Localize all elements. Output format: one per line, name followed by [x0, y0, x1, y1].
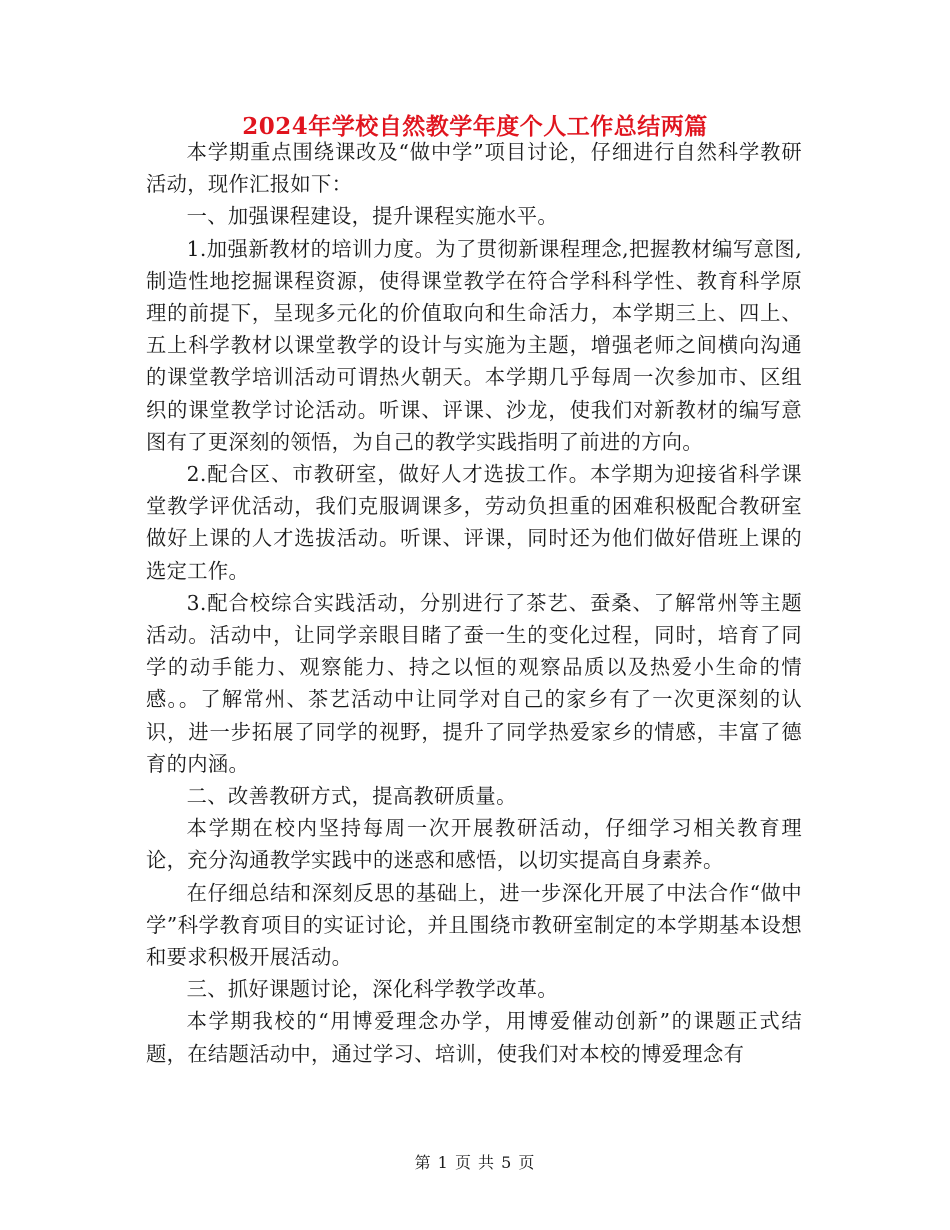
section-heading-3: 三、抓好课题讨论，深化科学教学改革。: [186, 977, 558, 1002]
body-paragraph: 本学期在校内坚持每周一次开展教研活动，仔细学习相关教育理论，充分沟通教学实践中的迷惑和感悟，以切实提高自身素养。: [146, 816, 802, 873]
body-paragraph: 在仔细总结和深刻反思的基础上，进一步深化开展了中法合作“做中学”科学教育项目的实证讨论，并且围绕市教研室制定的本学期基本设想和要求积极开展活动。: [146, 880, 802, 970]
intro-paragraph: 本学期重点围绕课改及“做中学”项目讨论，仔细进行自然科学教研活动，现作汇报如下：: [146, 140, 802, 197]
body-paragraph: 本学期我校的“用博爱理念办学，用博爱催动创新”的课题正式结题，在结题活动中，通过学习、培训，使我们对本校的博爱理念有: [146, 1009, 802, 1066]
document-body: [146, 136, 802, 1070]
section-heading-1: 一、加强课程建设，提升课程实施水平。: [186, 204, 558, 229]
body-paragraph: 2.配合区、市教研室，做好人才选拔工作。本学期为迎接省科学课堂教学评优活动，我们克服调课多，劳动负担重的困难积极配合教研室做好上课的人才选拔活动。听课、评课，同时还为他们做好借班上课的选定工作。: [146, 462, 802, 583]
section-heading-2: 二、改善教研方式，提高教研质量。: [186, 784, 517, 809]
document-title: 2024年学校自然教学年度个人工作总结两篇: [242, 113, 708, 140]
body-paragraph: 3.配合校综合实践活动，分别进行了茶艺、蚕桑、了解常州等主题活动。活动中，让同学亲眼目睹了蚕一生的变化过程，同时，培育了同学的动手能力、观察能力、持之以恒的观察品质以及热爱小生命的情感。。了解常州、茶艺活动中让同学对自己的家乡有了一次更深刻的认识，进一步拓展了同学的视野，提升了同学热爱家乡的情感，丰富了德育的内涵。: [146, 590, 802, 776]
page-footer: 第 1 页 共 5 页: [414, 1153, 536, 1172]
body-paragraph: 1.加强新教材的培训力度。为了贯彻新课程理念,把握教材编写意图,制造性地挖掘课程资源，使得课堂教学在符合学科科学性、教育科学原理的前提下，呈现多元化的价值取向和生命活力，本学期三上、四上、五上科学教材以课堂教学的设计与实施为主题，增强老师之间横向沟通的课堂教学培训活动可谓热火朝天。本学期几乎每周一次参加市、区组织的课堂教学讨论活动。听课、评课、沙龙，使我们对新教材的编写意图有了更深刻的领悟，为自己的教学实践指明了前进的方向。: [146, 236, 802, 454]
